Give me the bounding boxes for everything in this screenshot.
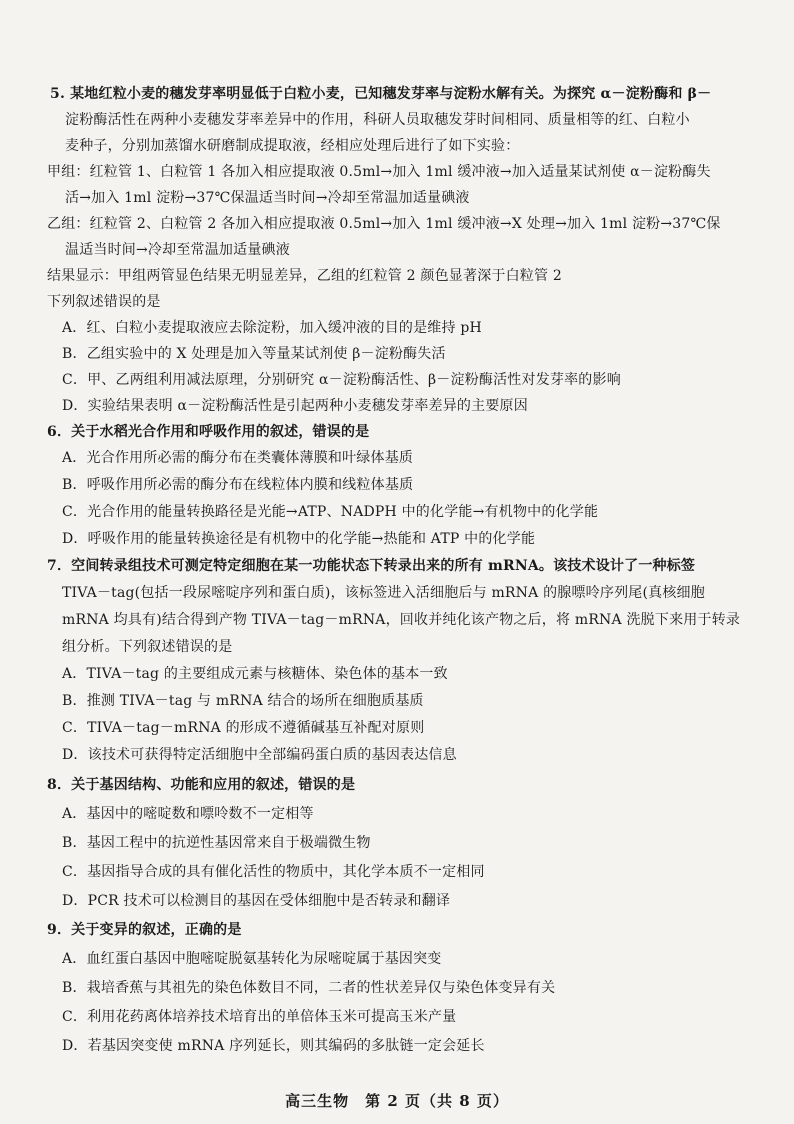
q5-group-a-line-2: 活→加入 1ml 淀粉→37℃保温适当时间→冷却至常温加适量碘液 [65, 190, 470, 206]
q5-option-c: C．甲、乙两组利用减法原理，分别研究 α－淀粉酶活性、β－淀粉酶活性对发芽率的影响 [62, 372, 621, 388]
q7-stem-line-4: 组分析。下列叙述错误的是 [62, 639, 233, 655]
q7-option-a: A．TIVA－tag 的主要组成元素与核糖体、染色体的基本一致 [62, 666, 448, 682]
q5-group-b-line-2: 温适当时间→冷却至常温加适量碘液 [65, 242, 290, 258]
q6-option-b: B．呼吸作用所必需的酶分布在线粒体内膜和线粒体基质 [62, 477, 414, 493]
q8-option-b: B．基因工程中的抗逆性基因常来自于极端微生物 [62, 835, 371, 851]
q5-group-a-line-1: 甲组：红粒管 1、白粒管 1 各加入相应提取液 0.5ml→加入 1ml 缓冲液→加入适量某试剂使 α－淀粉酶失 [47, 164, 711, 180]
q5-text-line-3: 麦种子，分别加蒸馏水研磨制成提取液，经相应处理后进行了如下实验： [65, 138, 520, 154]
q5-prompt: 下列叙述错误的是 [47, 294, 161, 310]
q6-option-a: A．光合作用所必需的酶分布在类囊体薄膜和叶绿体基质 [62, 450, 414, 466]
q5-text-line-2: 淀粉酶活性在两种小麦穗发芽率差异中的作用，科研人员取穗发芽时间相同、质量相等的红、白粒小 [65, 112, 690, 128]
q6-option-c: C．光合作用的能量转换路径是光能→ATP、NADPH 中的化学能→有机物中的化学能 [62, 504, 599, 520]
q8-option-a: A．基因中的嘧啶数和嘌呤数不一定相等 [62, 806, 314, 822]
q9-option-a: A．血红蛋白基因中胞嘧啶脱氨基转化为尿嘧啶属于基因突变 [62, 951, 442, 967]
q5-result: 结果显示：甲组两管显色结果无明显差异，乙组的红粒管 2 颜色显著深于白粒管 2 [47, 268, 562, 284]
q6-option-d: D．呼吸作用的能量转换途径是有机物中的化学能→热能和 ATP 中的化学能 [62, 531, 536, 547]
q7-stem-line-3: mRNA 均具有)结合得到产物 TIVA－tag－mRNA，回收并纯化该产物之后，将 mRNA 洗脱下来用于转录 [62, 612, 741, 628]
q9-option-d: D．若基因突变使 mRNA 序列延长，则其编码的多肽链一定会延长 [62, 1038, 485, 1054]
q5-option-a: A．红、白粒小麦提取液应去除淀粉，加入缓冲液的目的是维持 pH [62, 320, 482, 336]
q6-stem: 6．关于水稻光合作用和呼吸作用的叙述，错误的是 [47, 424, 370, 440]
q7-stem-line-1: 7．空间转录组技术可测定特定细胞在某一功能状态下转录出来的所有 mRNA。该技术设计了一种标签 [47, 558, 696, 574]
q9-stem: 9．关于变异的叙述，正确的是 [47, 922, 242, 938]
page-footer: 高三生物 第 2 页（共 8 页） [285, 1092, 509, 1110]
q7-stem-line-2: TIVA－tag(包括一段尿嘧啶序列和蛋白质)，该标签进入活细胞后与 mRNA 的腺嘌呤序列尾(真核细胞 [62, 585, 705, 601]
q9-option-b: B．栽培香蕉与其祖先的染色体数目不同，二者的性状差异仅与染色体变异有关 [62, 980, 556, 996]
q8-stem: 8．关于基因结构、功能和应用的叙述，错误的是 [47, 777, 356, 793]
q5-option-d: D．实验结果表明 α－淀粉酶活性是引起两种小麦穗发芽率差异的主要原因 [62, 398, 528, 414]
q7-option-c: C．TIVA－tag－mRNA 的形成不遵循碱基互补配对原则 [62, 720, 425, 736]
q7-option-d: D．该技术可获得特定活细胞中全部编码蛋白质的基因表达信息 [62, 747, 457, 763]
q9-option-c: C．利用花药离体培养技术培育出的单倍体玉米可提高玉米产量 [62, 1009, 457, 1025]
q8-option-c: C．基因指导合成的具有催化活性的物质中，其化学本质不一定相同 [62, 864, 485, 880]
q5-group-b-line-1: 乙组：红粒管 2、白粒管 2 各加入相应提取液 0.5ml→加入 1ml 缓冲液→X 处理→加入 1ml 淀粉→37℃保 [47, 216, 721, 232]
q7-option-b: B．推测 TIVA－tag 与 mRNA 结合的场所在细胞质基质 [62, 693, 424, 709]
q5-text-line-1: 5. 某地红粒小麦的穗发芽率明显低于白粒小麦，已知穗发芽率与淀粉水解有关。为探究 α－淀粉酶和 β－ [50, 86, 712, 102]
q8-option-d: D．PCR 技术可以检测目的基因在受体细胞中是否转录和翻译 [62, 893, 451, 909]
q5-option-b: B．乙组实验中的 X 处理是加入等量某试剂使 β－淀粉酶失活 [62, 346, 446, 362]
